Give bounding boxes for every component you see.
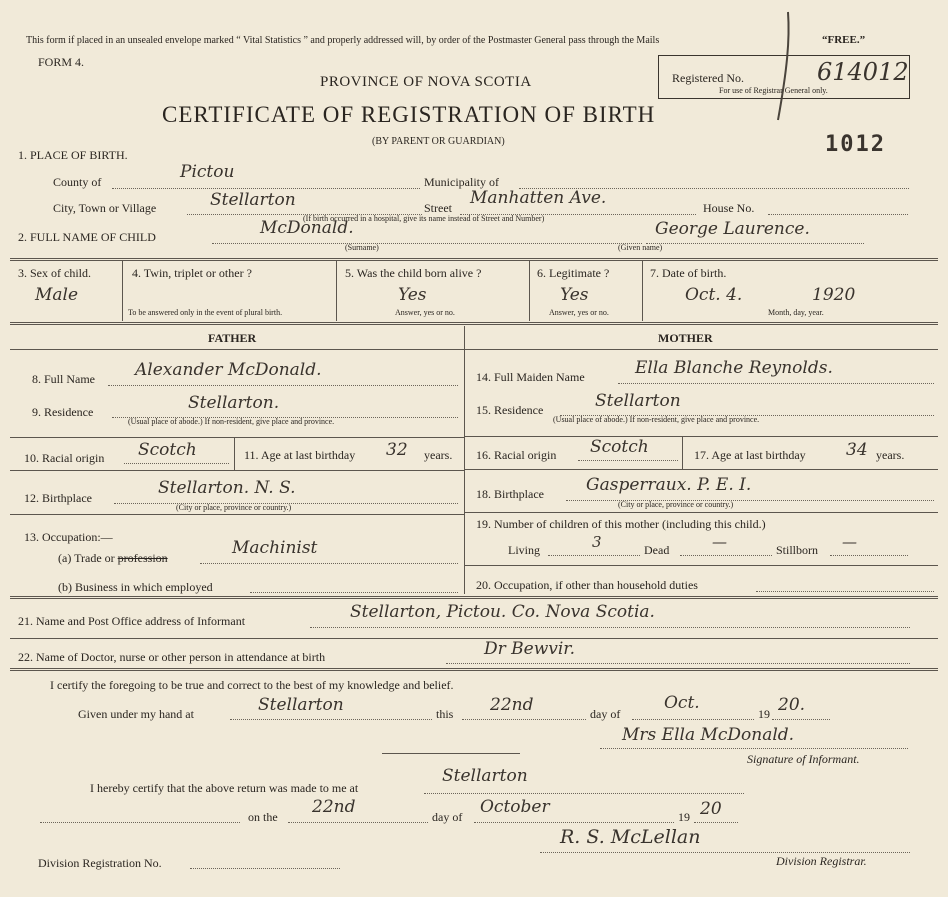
- province-heading: PROVINCE OF NOVA SCOTIA: [320, 74, 532, 90]
- mother-residence-note: (Usual place of abode.) If non-resident, give place and province.: [553, 415, 760, 424]
- stillborn-value: —: [842, 533, 857, 551]
- mother-birthplace-label: 18. Birthplace: [476, 487, 544, 501]
- trade-value: Machinist: [232, 538, 318, 558]
- street-value: Manhatten Ave.: [470, 188, 607, 208]
- mother-age-label: 17. Age at last birthday: [694, 448, 806, 462]
- father-name-label: 8. Full Name: [32, 372, 95, 386]
- informant-value: Stellarton, Pictou. Co. Nova Scotia.: [350, 602, 655, 622]
- registrar-signature: R. S. McLellan: [560, 826, 701, 848]
- father-residence-value: Stellarton.: [188, 393, 280, 413]
- mother-age-value: 34: [846, 440, 868, 460]
- child-name-label: 2. FULL NAME OF CHILD: [18, 230, 156, 244]
- mother-name-label: 14. Full Maiden Name: [476, 370, 585, 384]
- dead-label: Dead: [644, 543, 670, 557]
- mother-birthplace-value: Gasperraux. P. E. I.: [586, 475, 752, 495]
- child-given-name: George Laurence.: [655, 219, 810, 239]
- mother-age-unit: years.: [876, 448, 905, 462]
- father-racial-label: 10. Racial origin: [24, 451, 105, 465]
- twin-note: To be answered only in the event of plural birth.: [128, 308, 283, 317]
- registered-label: Registered No.: [672, 71, 744, 85]
- mother-residence-value: Stellarton: [595, 391, 681, 411]
- father-age-label: 11. Age at last birthday: [244, 448, 356, 462]
- signature-caption: Signature of Informant.: [747, 752, 860, 766]
- given-year-suffix: 20.: [778, 695, 806, 715]
- municipality-label: Municipality of: [424, 175, 499, 189]
- county-label: County of: [53, 175, 102, 189]
- pencil-mark: [760, 10, 800, 130]
- alive-note: Answer, yes or no.: [395, 308, 455, 317]
- certificate-subtitle: (BY PARENT OR GUARDIAN): [372, 136, 505, 147]
- postal-notice: This form if placed in an unsealed envelope marked “ Vital Statistics ” and properly addressed will, by order of the Postmaster General pass through the Mails: [26, 35, 660, 46]
- legitimate-note: Answer, yes or no.: [549, 308, 609, 317]
- living-value: 3: [592, 533, 602, 551]
- father-heading: FATHER: [208, 331, 257, 345]
- sex-value: Male: [35, 285, 79, 305]
- city-value: Stellarton: [210, 190, 296, 210]
- division-registration-label: Division Registration No.: [38, 856, 162, 870]
- registrar-place: Stellarton: [442, 766, 528, 786]
- dob-value: Oct. 4.: [685, 285, 743, 305]
- mother-birthplace-note: (City or place, province or country.): [618, 500, 734, 509]
- division-registrar-label: Division Registrar.: [776, 854, 867, 868]
- business-label: (b) Business in which employed: [58, 580, 213, 594]
- given-under-label: Given under my hand at: [78, 707, 194, 721]
- registrar-year-suffix: 20: [700, 799, 722, 819]
- on-the-label: on the: [248, 810, 278, 824]
- mother-heading: MOTHER: [658, 331, 713, 345]
- trade-label-text: (a) Trade or: [58, 551, 115, 565]
- given-day: 22nd: [490, 695, 534, 715]
- mother-racial-value: Scotch: [590, 437, 649, 457]
- given-day-label: day of: [590, 707, 621, 721]
- mother-residence-label: 15. Residence: [476, 403, 544, 417]
- registrar-month: October: [480, 797, 550, 817]
- father-racial-value: Scotch: [138, 440, 197, 460]
- mother-occupation-label: 20. Occupation, if other than household duties: [476, 578, 698, 592]
- father-occupation-label: 13. Occupation:—: [24, 530, 113, 544]
- hospital-note: (If birth occurred in a hospital, give its name instead of Street and Number): [303, 214, 545, 223]
- street-label: Street: [424, 201, 452, 215]
- child-surname: McDonald.: [260, 218, 354, 238]
- twin-label: 4. Twin, triplet or other ?: [132, 266, 252, 280]
- registrar-day-label: day of: [432, 810, 463, 824]
- given-year-prefix: 19: [758, 707, 770, 721]
- this-label: this: [436, 707, 454, 721]
- given-caption: (Given name): [618, 243, 663, 252]
- legitimate-value: Yes: [560, 285, 589, 305]
- house-label: House No.: [703, 201, 755, 215]
- registrar-statement: I hereby certify that the above return was made to me at: [90, 781, 359, 795]
- children-count-label: 19. Number of children of this mother (including this child.): [476, 517, 766, 531]
- form-number: FORM 4.: [38, 55, 85, 69]
- doctor-label: 22. Name of Doctor, nurse or other person in attendance at birth: [18, 650, 326, 664]
- given-place: Stellarton: [258, 695, 344, 715]
- certificate-title: CERTIFICATE OF REGISTRATION OF BIRTH: [162, 102, 656, 127]
- trade-label: [58, 551, 168, 566]
- county-value: Pictou: [180, 162, 235, 182]
- living-label: Living: [508, 543, 540, 557]
- informant-label: 21. Name and Post Office address of Informant: [18, 614, 246, 628]
- registered-number: 614012: [817, 58, 909, 86]
- dob-year: 1920: [812, 285, 856, 305]
- mother-name-value: Ella Blanche Reynolds.: [635, 358, 833, 378]
- given-month: Oct.: [664, 693, 700, 713]
- sex-label: 3. Sex of child.: [18, 266, 91, 280]
- profession-struck: profession: [117, 551, 168, 565]
- father-birthplace-label: 12. Birthplace: [24, 491, 92, 505]
- dead-value: —: [712, 533, 727, 551]
- stamp-number: 1012: [825, 132, 886, 157]
- registrar-year-prefix: 19: [678, 810, 690, 824]
- alive-value: Yes: [398, 285, 427, 305]
- mother-racial-label: 16. Racial origin: [476, 448, 557, 462]
- city-label: City, Town or Village: [53, 201, 157, 215]
- registrar-day: 22nd: [312, 797, 356, 817]
- alive-label: 5. Was the child born alive ?: [345, 266, 482, 280]
- free-label: “FREE.”: [822, 34, 866, 46]
- father-birthplace-value: Stellarton. N. S.: [158, 478, 296, 498]
- doctor-value: Dr Bewvir.: [484, 639, 575, 659]
- stillborn-label: Stillborn: [776, 543, 819, 557]
- informant-signature: Mrs Ella McDonald.: [622, 725, 795, 745]
- father-age-unit: years.: [424, 448, 453, 462]
- place-of-birth-label: 1. PLACE OF BIRTH.: [18, 148, 128, 162]
- father-residence-note: (Usual place of abode.) If non-resident, give place and province.: [128, 417, 335, 426]
- dob-label: 7. Date of birth.: [650, 266, 727, 280]
- dob-note: Month, day, year.: [768, 308, 824, 317]
- certify-statement: I certify the foregoing to be true and correct to the best of my knowledge and belief.: [50, 678, 454, 692]
- registered-note: For use of Registrar General only.: [719, 86, 828, 95]
- legitimate-label: 6. Legitimate ?: [537, 266, 610, 280]
- father-residence-label: 9. Residence: [32, 405, 94, 419]
- father-name-value: Alexander McDonald.: [135, 360, 322, 380]
- father-birthplace-note: (City or place, province or country.): [176, 503, 292, 512]
- father-age-value: 32: [386, 440, 408, 460]
- surname-caption: (Surname): [345, 243, 379, 252]
